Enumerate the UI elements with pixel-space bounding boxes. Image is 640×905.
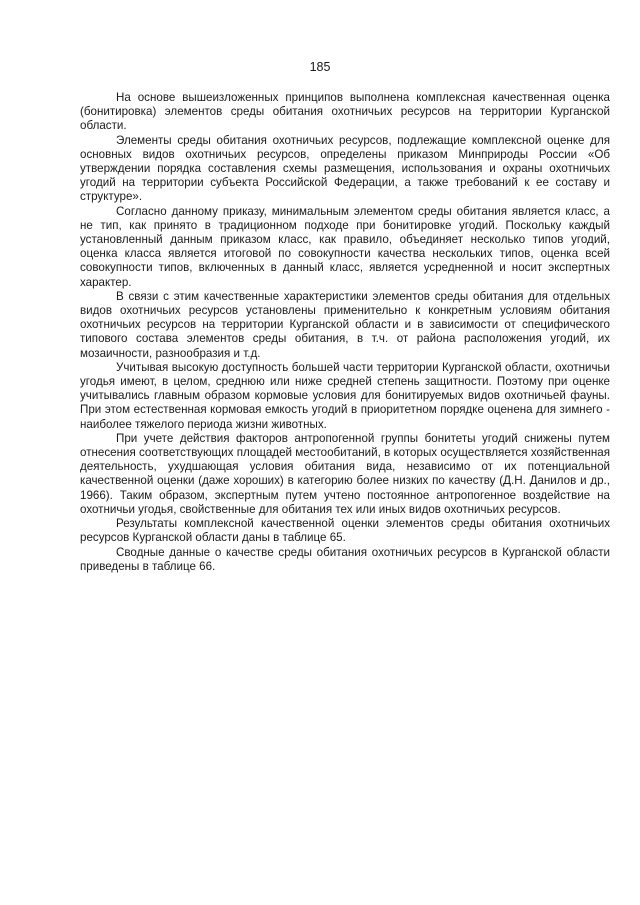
paragraph-order: Согласно данному приказу, минимальным элементом среды обитания является класс, а не тип, как принято в традиционном подходе при бонитировке угодий. Поскольку каждый установленный данным приказом класс, как правило, объединяет несколько типов угодий, оценка класса является итоговой по совокупности качества нескольких типов, оценка всей совокупности типов, включенных в данный класс, является усредненной и носит экспертных характер. — [80, 204, 610, 289]
body-text — [80, 91, 610, 574]
paragraph-intro: На основе вышеизложенных принципов выполнена комплексная качественная оценка (бонитировка) элементов среды обитания охотничьих ресурсов на территории Курганской области. — [80, 91, 610, 133]
page-number: 185 — [309, 60, 331, 74]
paragraph-elements: Элементы среды обитания охотничьих ресурсов, подлежащие комплексной оценке для основных видов охотничьих ресурсов, определены приказом Минприроды России «Об утверждении порядка составления схемы размещения, использования и охраны охотничьих угодий на территории субъекта Российской Федерации, а также требований к ее составу и структуре». — [80, 133, 610, 204]
paragraph-anthropogenic: При учете действия факторов антропогенной группы бонитеты угодий снижены путем отнесения соответствующих площадей местообитаний, в которых осуществляется хозяйственная деятельность, ухудшающая условия обитания вида, независимо от их потенциальной качественной оценки (даже хороших) в категорию более низких по качеству (Д.Н. Данилов и др., 1966). Таким образом, экспертным путем учтено постоянное антропогенное воздействие на охотничьи угодья, свойственные для обитания тех или иных видов охотничьих ресурсов. — [80, 431, 610, 516]
paragraph-summary: Сводные данные о качестве среды обитания охотничьих ресурсов в Курганской области приведены в таблице 66. — [80, 545, 610, 573]
paragraph-characteristics: В связи с этим качественные характеристики элементов среды обитания для отдельных видов охотничьих ресурсов установлены применительно к конкретным условиям обитания охотничьих ресурсов на территории Курганской области и в зависимости от специфического типового состава элементов среды обитания, в т.ч. от района расположения угодий, их мозаичности, разнообразия и т.д. — [80, 289, 610, 360]
paragraph-accessibility: Учитывая высокую доступность большей части территории Курганской области, охотничьи угодья имеют, в целом, среднюю или ниже средней степень защитности. Поэтому при оценке учитывались главным образом кормовые условия для бонитируемых видов охотничьей фауны. При этом естественная кормовая емкость угодий в приоритетном порядке оценена для зимнего - наиболее тяжелого периода жизни животных. — [80, 360, 610, 431]
paragraph-results: Результаты комплексной качественной оценки элементов среды обитания охотничьих ресурсов Курганской области даны в таблице 65. — [80, 517, 610, 545]
